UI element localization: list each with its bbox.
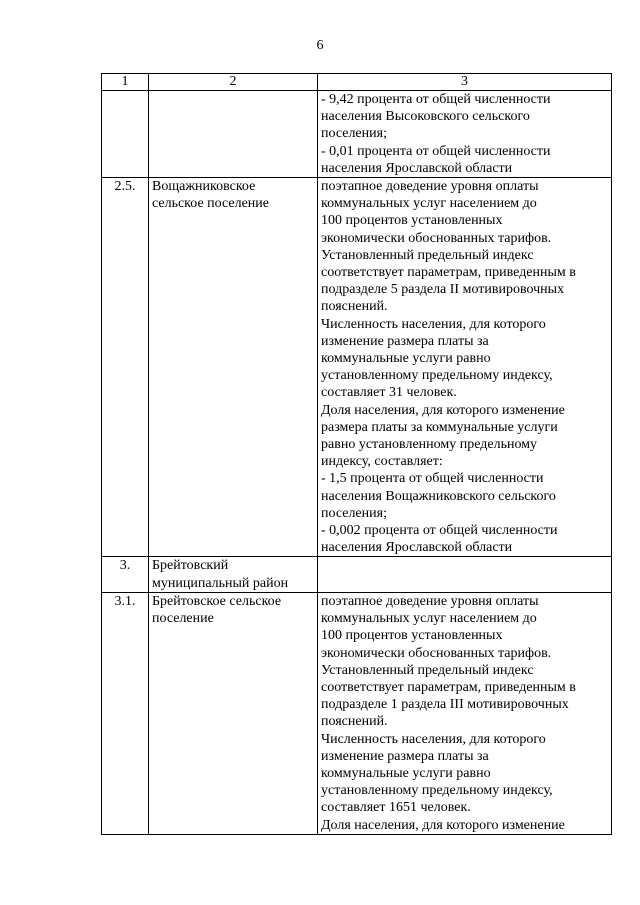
row-description: поэтапное доведение уровня оплаты коммунальных услуг населением до 100 процентов установленных экономически обоснованных тарифов. Установленный предельный индекс соответствует параметрам, приведенным в подразделе 1 раздела III мотивировочных пояснений. Численность населения, для которого изменение размера платы за коммунальные услуги равно установленному предельному индексу, составляет 1651 человек. Доля населения, для которого изменение [318,592,612,834]
column-header-1: 1 [102,74,149,91]
document-table [101,73,612,835]
row-number: 2.5. [102,178,149,557]
row-description: - 9,42 процента от общей численности населения Высоковского сельского поселения; - 0,01 процента от общей численности населения Ярославской области [318,91,612,178]
table-row [102,178,612,557]
row-name: Брейтовское сельское поселение [149,592,318,834]
row-name: Вощажниковское сельское поселение [149,178,318,557]
page-number: 6 [316,38,324,53]
row-number: 3. [102,557,149,592]
table-row [102,91,612,178]
row-name [149,91,318,178]
column-header-3: 3 [318,74,612,91]
row-name: Брейтовский муниципальный район [149,557,318,592]
table-header-row [102,74,612,91]
row-description: поэтапное доведение уровня оплаты коммунальных услуг населением до 100 процентов установленных экономически обоснованных тарифов. Установленный предельный индекс соответствует параметрам, приведенным в подразделе 5 раздела II мотивировочных пояснений. Численность населения, для которого изменение размера платы за коммунальные услуги равно установленному предельному индексу, составляет 31 человек. Доля населения, для которого изменение размера платы за коммунальные услуги равно установленному предельному индексу, составляет: - 1,5 процента от общей численности населения Вощажниковского сельского поселения; - 0,002 процента от общей численности населения Ярославской области [318,178,612,557]
table-row [102,592,612,834]
column-header-2: 2 [149,74,318,91]
table-row [102,557,612,592]
row-number [102,91,149,178]
row-description [318,557,612,592]
row-number: 3.1. [102,592,149,834]
